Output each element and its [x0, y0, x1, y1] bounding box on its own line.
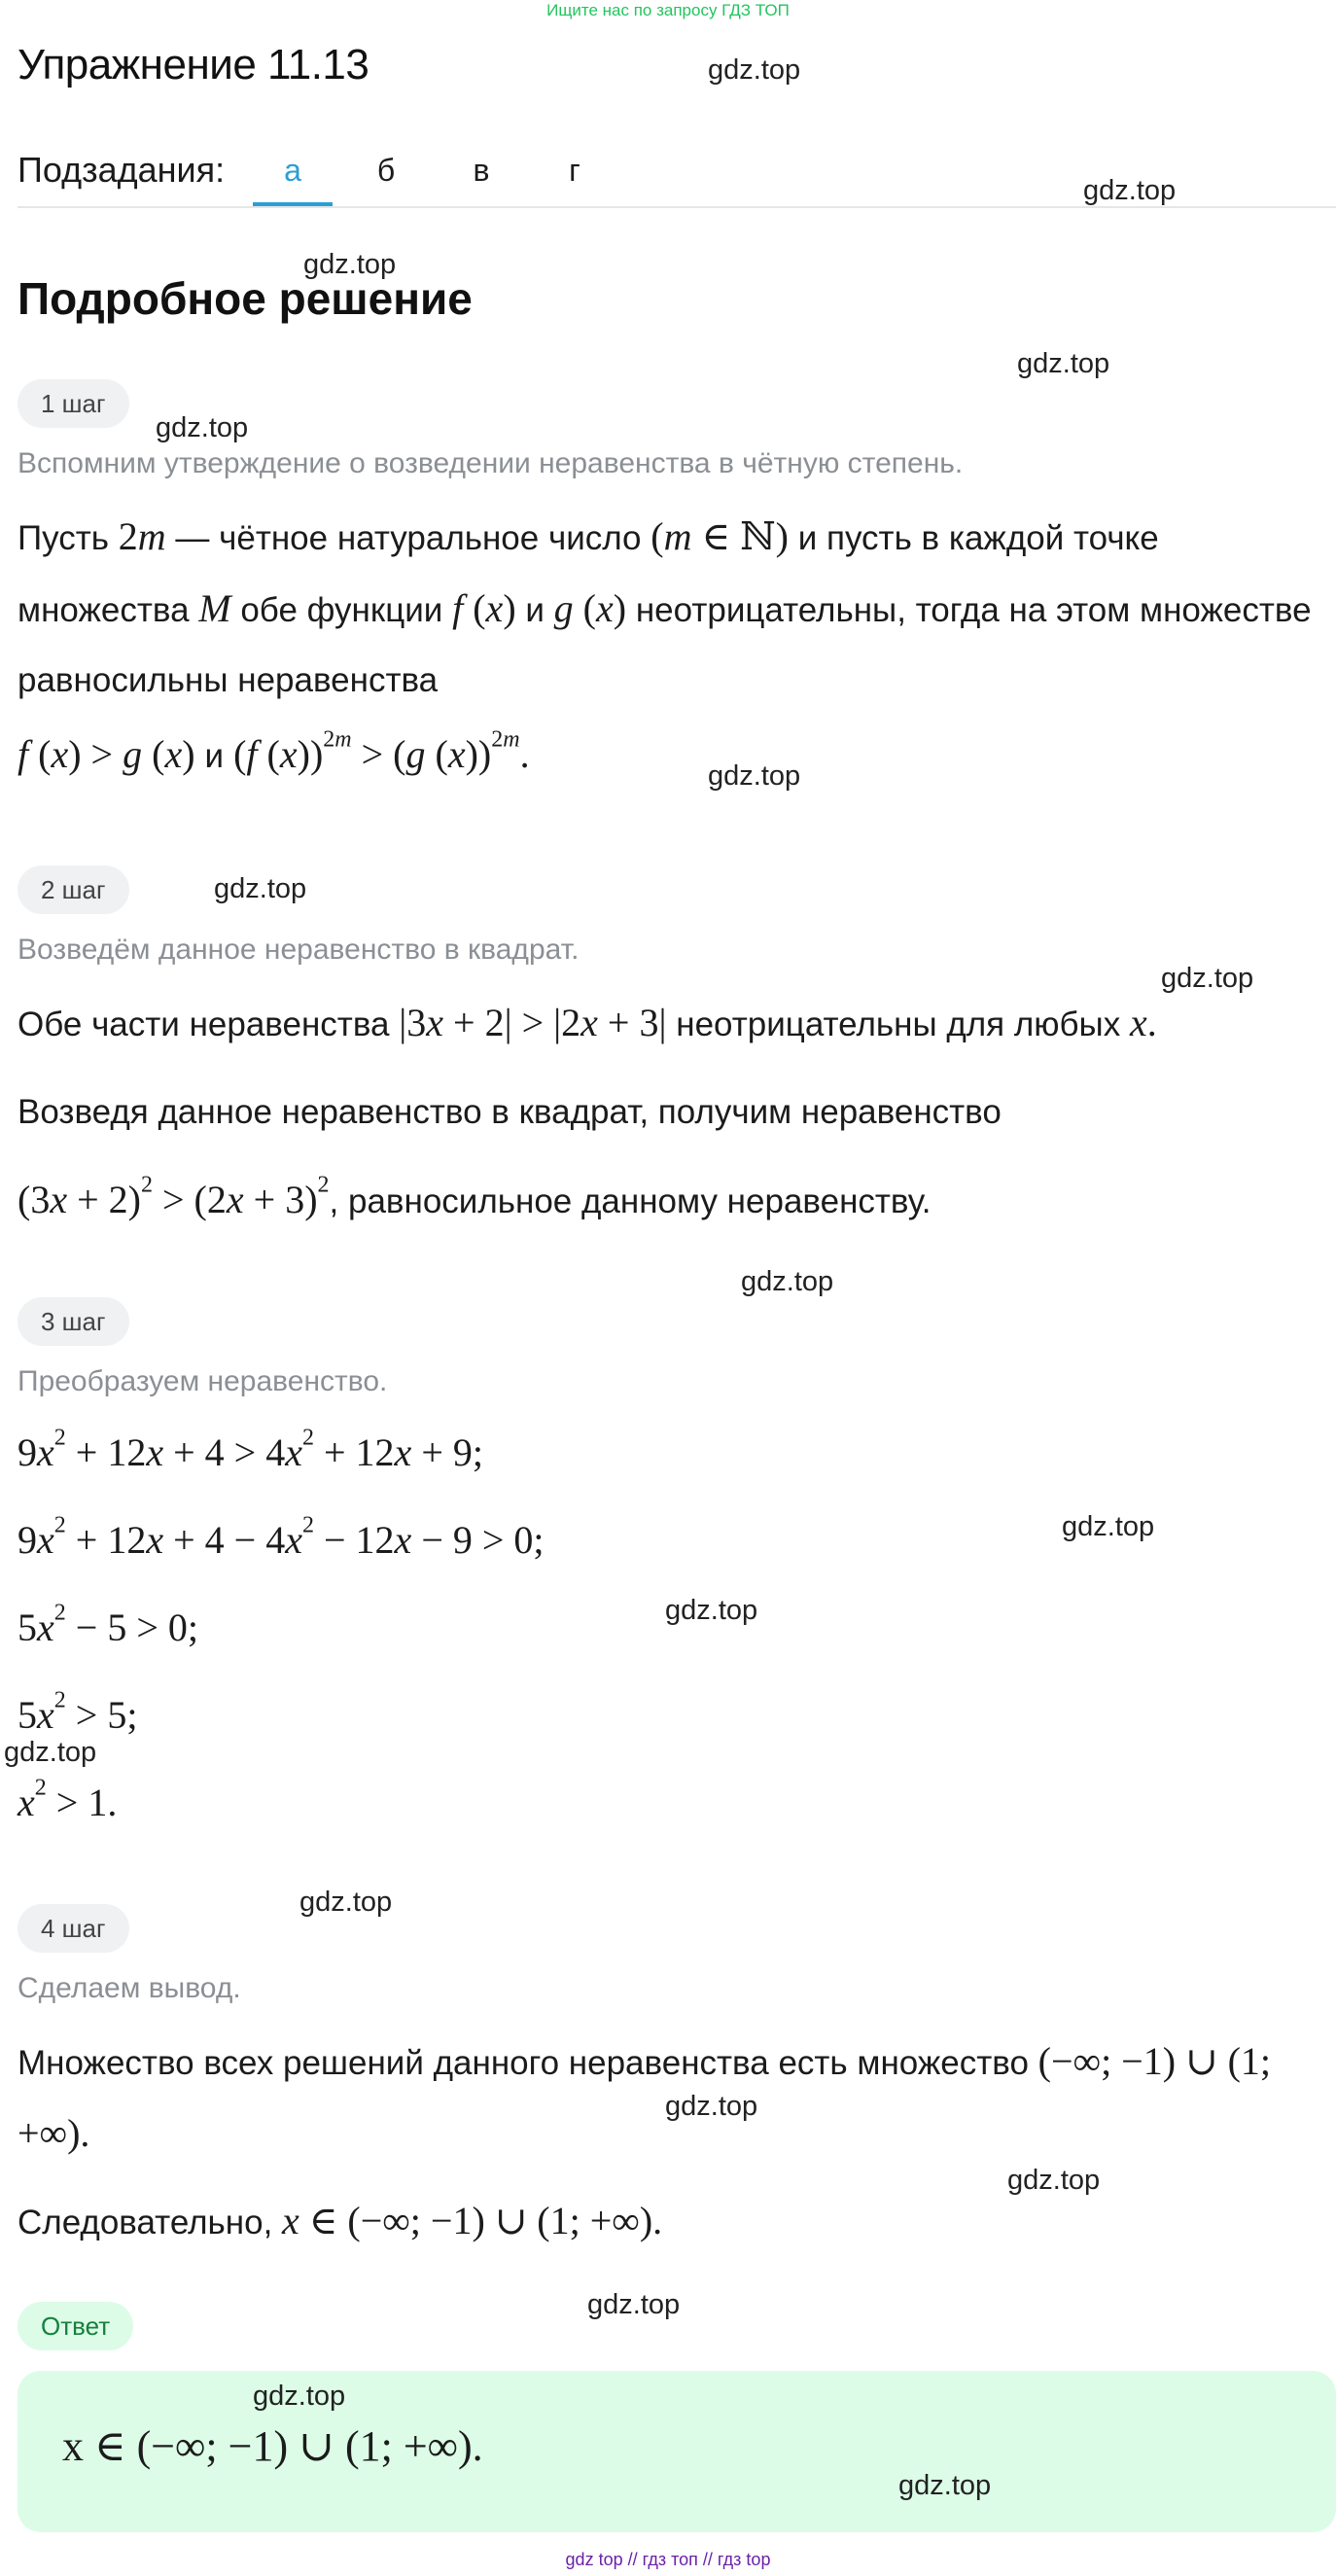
answer-badge: Ответ: [18, 2302, 133, 2350]
step-3-line-4: $5x^2 > 5$;: [18, 1687, 138, 1737]
step-2-text-3: $(3x + 2)^2 > (2x + 3)^2$, равносильное данному неравенству.: [18, 1172, 932, 1221]
watermark: gdz.top: [214, 873, 307, 904]
watermark: gdz.top: [1083, 175, 1177, 206]
watermark: gdz.top: [741, 1266, 834, 1297]
answer-value: x ∈ (−∞; −1) ∪ (1; +∞).: [62, 2422, 483, 2470]
watermark: gdz.top: [253, 2381, 346, 2412]
tab-v[interactable]: в: [473, 153, 490, 188]
top-note: Ищите нас по запросу ГДЗ ТОП: [546, 1, 790, 19]
watermark: gdz.top: [1007, 2165, 1101, 2196]
watermark: gdz.top: [708, 760, 801, 792]
step-2-text-2: Возведя данное неравенство в квадрат, получим неравенство: [18, 1093, 1002, 1131]
subtasks-label: Подзадания:: [18, 150, 226, 190]
step-4-badge: 4 шаг: [18, 1904, 129, 1953]
tab-g[interactable]: г: [569, 153, 580, 188]
step-3-line-2: $9x^2 + 12x + 4 - 4x^2 - 12x - 9 > 0$;: [18, 1512, 545, 1562]
watermark: gdz.top: [708, 54, 801, 86]
step-3-line-3: $5x^2 - 5 > 0$;: [18, 1600, 198, 1649]
tab-a[interactable]: а: [253, 146, 333, 206]
tab-b[interactable]: б: [376, 153, 396, 188]
step-3-badge: 3 шаг: [18, 1297, 129, 1346]
step-1-text: Пусть 2m — чётное натуральное число (m ∈ ℕ) и пусть в каждой точке множества M обе функции f (x) и g (x) неотрицательны, тогда на этом множестве равносильны неравенства: [18, 514, 1312, 699]
step-3-hint: Преобразуем неравенство.: [18, 1365, 388, 1397]
watermark: gdz.top: [665, 2091, 758, 2122]
answer-box: [18, 2371, 1336, 2532]
watermark: gdz.top: [898, 2470, 992, 2501]
step-4-text-2: Следовательно, x ∈ (−∞; −1) ∪ (1; +∞).: [18, 2199, 663, 2242]
step-3-line-1: $9x^2 + 12x + 4 > 4x^2 + 12x + 9$;: [18, 1425, 483, 1474]
watermark: gdz.top: [156, 412, 249, 443]
watermark: gdz.top: [1017, 348, 1110, 379]
watermark: gdz.top: [587, 2289, 681, 2320]
step-1-hint: Вспомним утверждение о возведении неравенства в чётную степень.: [18, 447, 964, 479]
watermark: gdz.top: [665, 1595, 758, 1626]
watermark: gdz.top: [303, 249, 397, 280]
footer: gdz top // гдз топ // гдз top: [565, 2550, 771, 2569]
step-1-formula: f (x) > g (x) и (f (x))$^{2m}$ > (g (x))$^{2m}$.: [18, 726, 530, 776]
watermark: gdz.top: [4, 1737, 97, 1768]
page-title: Упражнение 11.13: [18, 41, 369, 88]
watermark: gdz.top: [1062, 1511, 1155, 1542]
watermark: gdz.top: [1161, 963, 1254, 994]
step-4-hint: Сделаем вывод.: [18, 1972, 241, 2004]
step-1-badge: 1 шаг: [18, 379, 129, 428]
step-2-text-1: Обе части неравенства |3x + 2| > |2x + 3| неотрицательны для любых x.: [18, 1001, 1157, 1044]
step-4-text-1: Множество всех решений данного неравенства есть множество (−∞; −1) ∪ (1; +∞).: [18, 2039, 1272, 2155]
step-2-badge: 2 шаг: [18, 865, 129, 914]
step-2-hint: Возведём данное неравенство в квадрат.: [18, 934, 580, 966]
section-title: Подробное решение: [18, 273, 473, 324]
step-3-line-5: $x^2 > 1$.: [18, 1775, 118, 1824]
watermark: gdz.top: [299, 1887, 393, 1918]
